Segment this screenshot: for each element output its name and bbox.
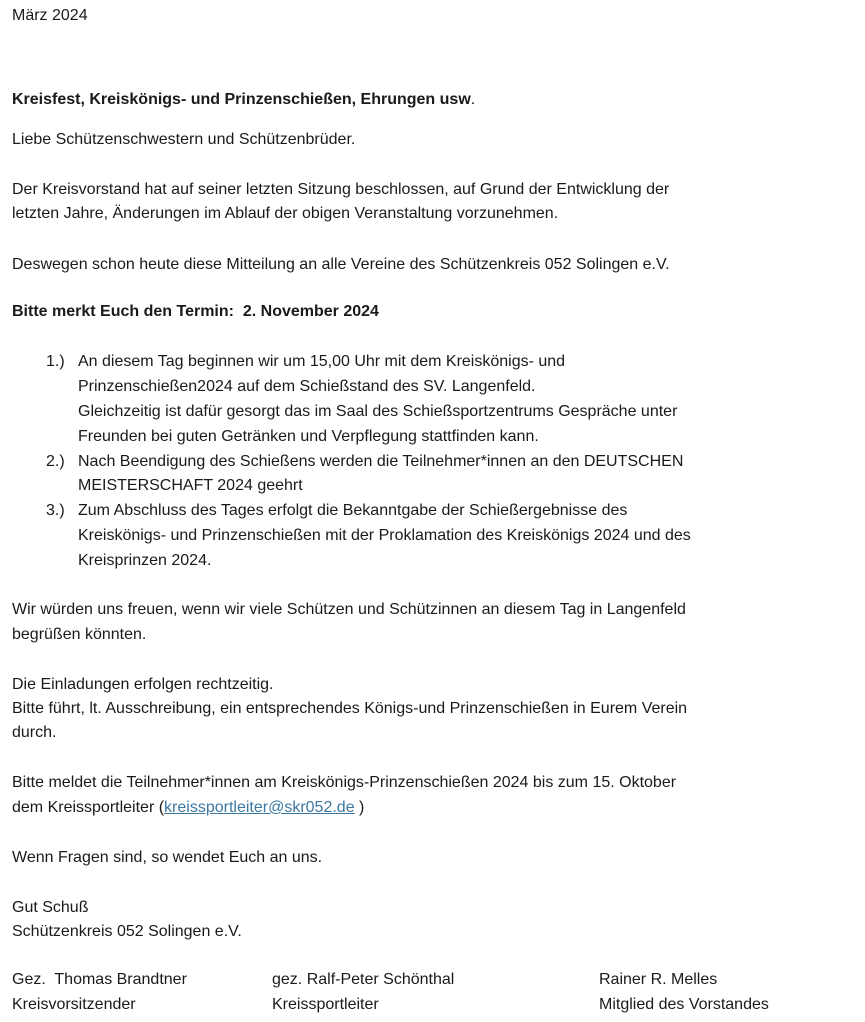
list-item-1-number: 1.) xyxy=(46,353,65,370)
paragraph4-line1: Die Einladungen erfolgen rechtzeitig. xyxy=(12,676,274,693)
letter-date: März 2024 xyxy=(12,7,88,24)
paragraph3-line1: Wir würden uns freuen, wenn wir viele Schützen und Schützinnen an diesem Tag in Langenfeld xyxy=(12,601,686,618)
paragraph4-line2: Bitte führt, lt. Ausschreibung, ein entsprechendes Königs-und Prinzenschießen in Eurem Verein xyxy=(12,700,688,717)
list-item-2-line1: Nach Beendigung des Schießens werden die Teilnehmer*innen an den DEUTSCHEN xyxy=(78,453,684,470)
closing-salute: Gut Schuß xyxy=(12,899,89,916)
paragraph4-line3: durch. xyxy=(12,724,57,741)
paragraph5-suffix: ) xyxy=(354,799,365,816)
signature-3-role: Mitglied des Vorstandes xyxy=(599,996,769,1013)
termin-notice: Bitte merkt Euch den Termin: 2. November 2024 xyxy=(12,303,379,320)
closing-organization: Schützenkreis 052 Solingen e.V. xyxy=(12,923,242,940)
list-item-1-line1: An diesem Tag beginnen wir um 15,00 Uhr mit dem Kreiskönigs- und xyxy=(78,353,566,370)
letter-subject-title: Kreisfest, Kreiskönigs- und Prinzenschießen, Ehrungen usw xyxy=(12,91,471,108)
list-item-2-line2: MEISTERSCHAFT 2024 geehrt xyxy=(78,477,303,494)
list-item-1-line4: Freunden bei guten Getränken und Verpflegung stattfinden kann. xyxy=(78,428,539,445)
letter-subject xyxy=(12,90,475,110)
signature-2-role: Kreissportleiter xyxy=(272,996,379,1013)
signature-1-name: Gez. Thomas Brandtner xyxy=(12,971,187,988)
paragraph5-line1: Bitte meldet die Teilnehmer*innen am Kreiskönigs-Prinzenschießen 2024 bis zum 15. Oktober xyxy=(12,774,677,791)
list-item-2-number: 2.) xyxy=(46,453,65,470)
paragraph1-line1: Der Kreisvorstand hat auf seiner letzten Sitzung beschlossen, auf Grund der Entwicklung der xyxy=(12,181,670,198)
paragraph2: Deswegen schon heute diese Mitteilung an alle Vereine des Schützenkreis 052 Solingen e.V. xyxy=(12,256,670,273)
signature-3-name: Rainer R. Melles xyxy=(599,971,718,988)
email-link[interactable]: kreissportleiter@skr052.de xyxy=(164,799,355,816)
paragraph1-line2: letzten Jahre, Änderungen im Ablauf der obigen Veranstaltung vorzunehmen. xyxy=(12,205,559,222)
paragraph5-prefix: dem Kreissportleiter ( xyxy=(12,799,165,816)
list-item-3-line3: Kreisprinzen 2024. xyxy=(78,552,212,569)
letter-subject-period: . xyxy=(470,91,476,108)
paragraph3-line2: begrüßen könnten. xyxy=(12,626,147,643)
paragraph6: Wenn Fragen sind, so wendet Euch an uns. xyxy=(12,849,323,866)
list-item-3-line1: Zum Abschluss des Tages erfolgt die Bekanntgabe der Schießergebnisse des xyxy=(78,502,628,519)
greeting: Liebe Schützenschwestern und Schützenbrüder. xyxy=(12,131,356,148)
list-item-3-number: 3.) xyxy=(46,502,65,519)
signature-2-name: gez. Ralf-Peter Schönthal xyxy=(272,971,455,988)
paragraph5-line2 xyxy=(12,798,364,818)
signature-1-role: Kreisvorsitzender xyxy=(12,996,136,1013)
list-item-1-line2: Prinzenschießen2024 auf dem Schießstand des SV. Langenfeld. xyxy=(78,378,536,395)
list-item-3-line2: Kreiskönigs- und Prinzenschießen mit der Proklamation des Kreiskönigs 2024 und des xyxy=(78,527,691,544)
list-item-1-line3: Gleichzeitig ist dafür gesorgt das im Saal des Schießsportzentrums Gespräche unter xyxy=(78,403,678,420)
